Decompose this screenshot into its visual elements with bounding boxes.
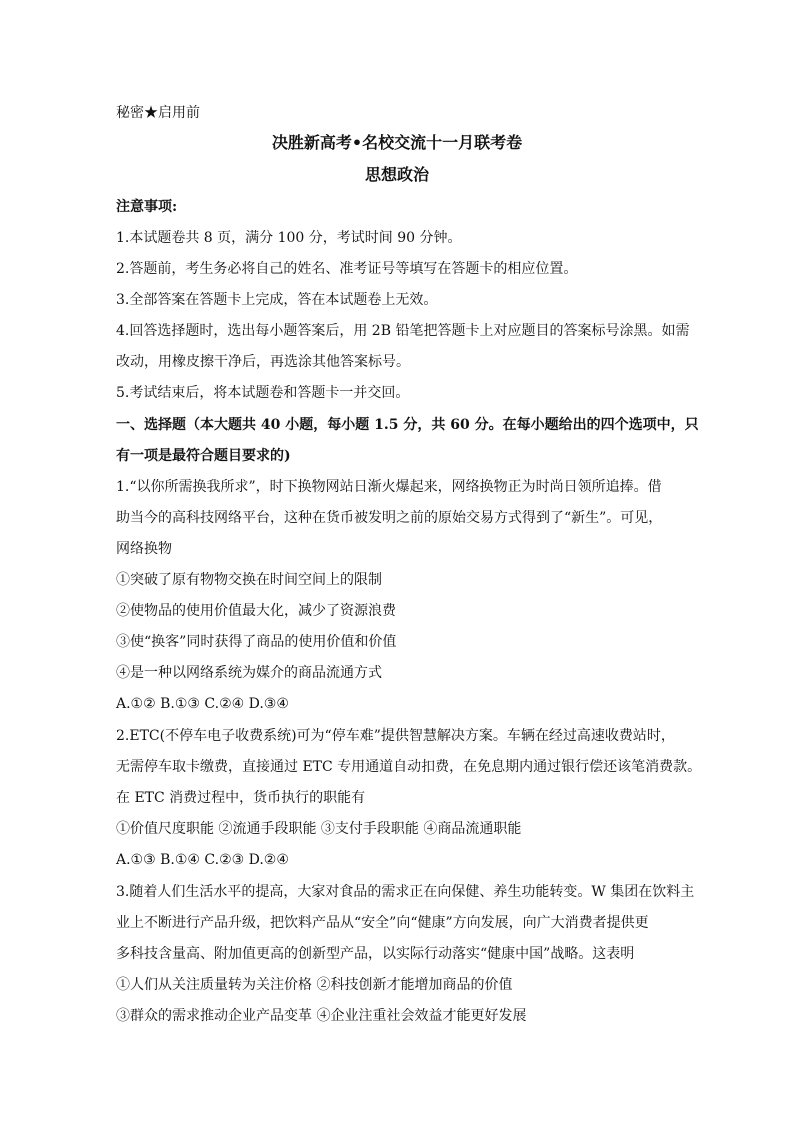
- question-2-stem: 2.ETC(不停车电子收费系统)可为“停车难”提供智慧解决方案。车辆在经过高速收费站时，: [116, 728, 675, 744]
- notice-item-2: 2.答题前，考生务必将自己的姓名、准考证号等填写在答题卡的相应位置。: [116, 261, 578, 277]
- subject-title: 思想政治: [364, 165, 429, 184]
- question-3-option: ③群众的需求推动企业产品变革 ④企业注重社会效益才能更好发展: [116, 1008, 527, 1024]
- question-2-answers: A.①③ B.①④ C.②③ D.②④: [116, 852, 289, 868]
- question-3-option: ①人们从关注质量转为关注价格 ②科技创新才能增加商品的价值: [116, 977, 513, 993]
- question-1-option: ①突破了原有物物交换在时间空间上的限制: [116, 572, 382, 588]
- notice-item-4: 4.回答选择题时，选出每小题答案后，用 2B 铅笔把答题卡上对应题目的答案标号涂黑。如需: [116, 323, 690, 339]
- question-1-option: ④是一种以网络系统为媒介的商品流通方式: [116, 665, 382, 681]
- question-1-stem: 助当今的高科技网络平台，这种在货币被发明之前的原始交易方式得到了“新生”。可见，: [116, 510, 663, 526]
- question-1-option: ③使“换客”同时获得了商品的使用价值和价值: [116, 634, 397, 650]
- question-2-stem: 无需停车取卡缴费，直接通过 ETC 专用通道自动扣费，在免息期内通过银行偿还该笔消费款。: [116, 759, 702, 775]
- question-2-option: ①价值尺度职能 ②流通手段职能 ③支付手段职能 ④商品流通职能: [116, 821, 522, 837]
- question-1-answers: A.①② B.①③ C.②④ D.③④: [116, 696, 289, 712]
- section-heading: 一、选择题（本大题共 40 小题，每小题 1.5 分，共 60 分。在每小题给出的四个选项中，只: [116, 417, 699, 433]
- question-1-stem: 1.“以你所需换我所求”，时下换物网站日渐火爆起来，网络换物正为时尚日领所追捧。借: [116, 479, 662, 495]
- question-1-stem: 网络换物: [116, 541, 172, 557]
- exam-title: 决胜新高考•名校交流十一月联考卷: [271, 133, 523, 152]
- question-3-stem: 3.随着人们生活水平的提高，大家对食品的需求正在向保健、养生功能转变。W 集团在饮料主: [116, 884, 695, 900]
- notice-item-4-cont: 改动，用橡皮擦干净后，再选涂其他答案标号。: [116, 354, 410, 370]
- question-1-option: ②使物品的使用价值最大化，减少了资源浪费: [116, 603, 396, 619]
- notice-item-5: 5.考试结束后，将本试题卷和答题卡一并交回。: [116, 385, 410, 401]
- question-3-stem: 业上不断进行产品升级，把饮料产品从“安全”向“健康”方向发展，向广大消费者提供更: [116, 915, 649, 931]
- notice-item-3: 3.全部答案在答题卡上完成，答在本试题卷上无效。: [116, 292, 438, 308]
- secret-label: 秘密★启用前: [116, 105, 200, 121]
- question-3-stem: 多科技含量高、附加值更高的创新型产品，以实际行动落实“健康中国”战略。这表明: [116, 946, 635, 962]
- question-2-stem: 在 ETC 消费过程中，货币执行的职能有: [116, 790, 366, 806]
- section-heading-cont: 有一项是最符合题目要求的): [116, 448, 291, 464]
- notice-item-1: 1.本试题卷共 8 页，满分 100 分，考试时间 90 分钟。: [116, 230, 462, 246]
- notice-heading: 注意事项:: [116, 199, 178, 215]
